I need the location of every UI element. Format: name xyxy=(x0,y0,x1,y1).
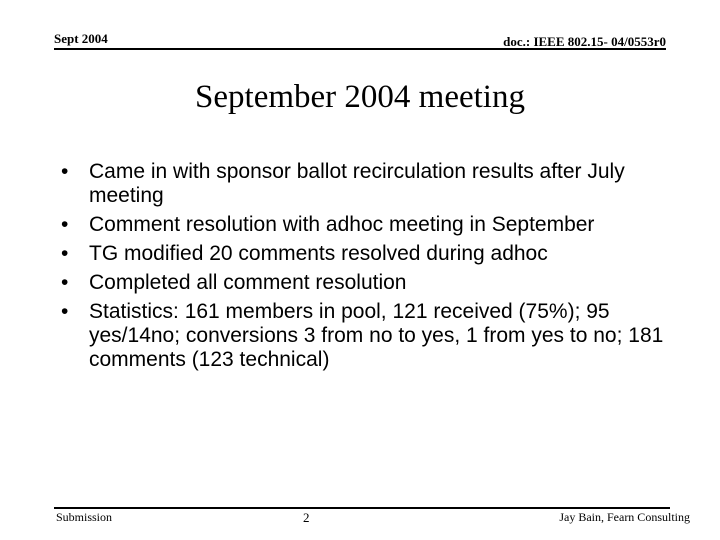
bullet-list xyxy=(61,160,671,377)
bullet-text: TG modified 20 comments resolved during adhoc xyxy=(89,242,548,265)
bullet-item xyxy=(61,271,671,295)
bullet-item xyxy=(61,242,671,266)
footer-page-number: 2 xyxy=(303,510,310,525)
slide-title: September 2004 meeting xyxy=(195,79,525,115)
footer-divider xyxy=(54,507,670,509)
header-doc-id: doc.: IEEE 802.15- 04/0553r0 xyxy=(503,34,666,49)
footer-submission: Submission xyxy=(56,510,113,524)
bullet-text: Comment resolution with adhoc meeting in September xyxy=(89,213,595,236)
bullet-dot-icon: • xyxy=(61,213,69,236)
bullet-dot-icon: • xyxy=(61,160,69,183)
bullet-text: Statistics: 161 members in pool, 121 received (75%); 95 yes/14no; conversions 3 from no to yes, 1 from yes to no; 181 comments (123 technical) xyxy=(89,300,664,371)
bullet-item xyxy=(61,213,671,237)
header-date: Sept 2004 xyxy=(54,31,108,46)
header-divider xyxy=(54,48,666,50)
bullet-text: Came in with sponsor ballot recirculation results after July meeting xyxy=(89,160,625,207)
footer-author: Jay Bain, Fearn Consulting xyxy=(559,510,690,524)
bullet-item xyxy=(61,300,671,372)
bullet-item xyxy=(61,160,671,208)
bullet-dot-icon: • xyxy=(61,271,69,294)
bullet-dot-icon: • xyxy=(61,300,69,323)
bullet-text: Completed all comment resolution xyxy=(89,271,407,294)
bullet-dot-icon: • xyxy=(61,242,69,265)
